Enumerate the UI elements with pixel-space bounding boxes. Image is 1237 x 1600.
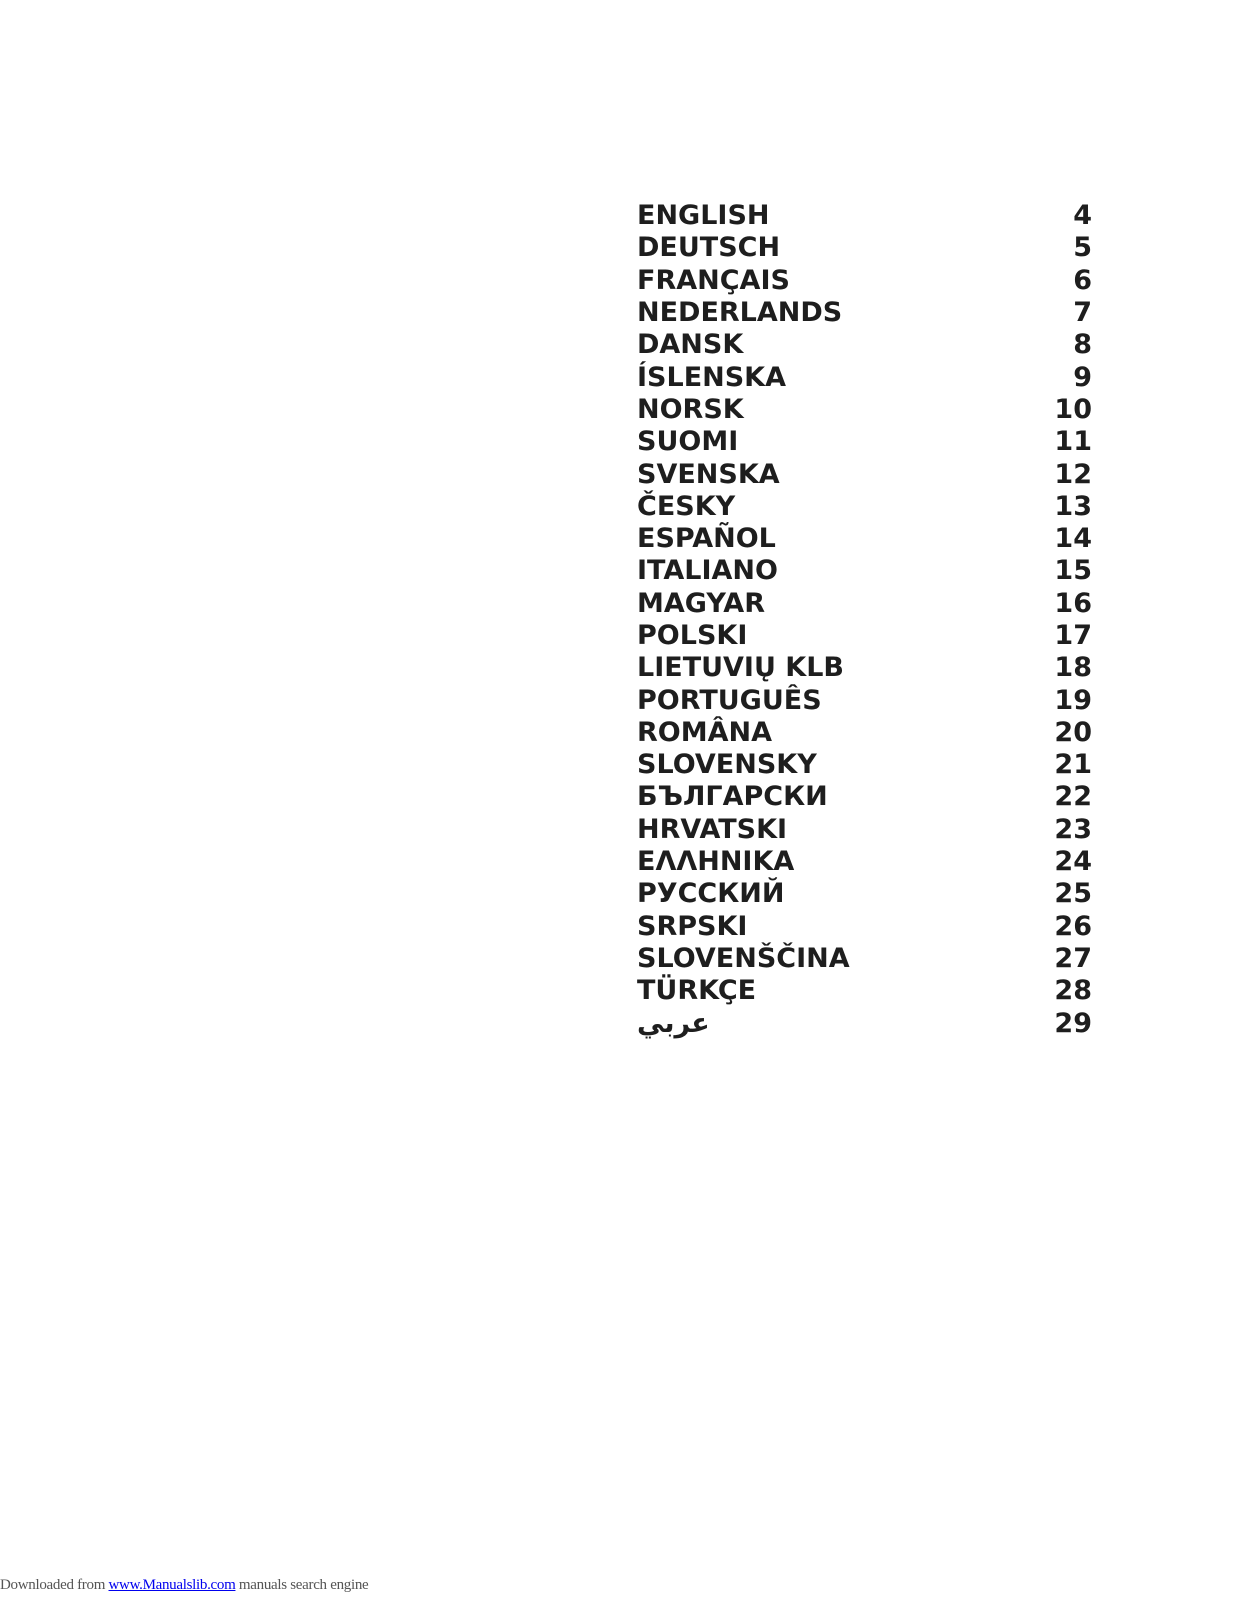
page-number: 8 xyxy=(1073,329,1092,361)
toc-row xyxy=(637,684,1092,716)
language-name: РУССКИЙ xyxy=(637,878,785,910)
language-index xyxy=(637,200,1092,1040)
toc-row xyxy=(637,588,1092,620)
language-name: SRPSKI xyxy=(637,910,748,942)
page-number: 4 xyxy=(1073,200,1092,232)
language-name: NORSK xyxy=(637,393,744,425)
toc-row xyxy=(637,878,1092,910)
page-number: 15 xyxy=(1054,555,1092,587)
language-name: MAGYAR xyxy=(637,587,765,619)
toc-row xyxy=(637,458,1092,490)
toc-row xyxy=(637,814,1092,846)
toc-row xyxy=(637,426,1092,458)
page-number: 17 xyxy=(1054,620,1092,651)
page-number: 14 xyxy=(1054,523,1092,555)
toc-row xyxy=(637,361,1092,393)
language-name: PORTUGUÊS xyxy=(637,684,822,716)
page-number: 27 xyxy=(1054,942,1092,974)
language-name: SUOMI xyxy=(637,426,739,458)
toc-row xyxy=(637,620,1092,652)
language-name: DEUTSCH xyxy=(637,232,781,264)
language-name: POLSKI xyxy=(637,620,748,651)
toc-row xyxy=(637,975,1092,1007)
language-name: LIETUVIŲ KLB xyxy=(637,652,845,684)
page-number: 26 xyxy=(1054,910,1092,942)
language-name: HRVATSKI xyxy=(637,813,788,845)
toc-row xyxy=(637,717,1092,749)
page-number: 6 xyxy=(1073,264,1092,296)
toc-row xyxy=(637,232,1092,264)
page-number: 12 xyxy=(1054,458,1092,490)
toc-row xyxy=(637,329,1092,361)
page-number: 20 xyxy=(1054,716,1092,748)
language-name: ČESKY xyxy=(637,490,736,522)
toc-row xyxy=(637,265,1092,297)
toc-row xyxy=(637,200,1092,232)
language-name: ITALIANO xyxy=(637,555,778,587)
toc-row xyxy=(637,911,1092,943)
language-name: ROMÂNA xyxy=(637,716,772,748)
language-name: SLOVENSKY xyxy=(637,749,817,781)
toc-row xyxy=(637,523,1092,555)
page-number: 13 xyxy=(1054,490,1092,522)
language-name: عربي xyxy=(637,1007,710,1039)
download-footer xyxy=(0,1577,368,1594)
page-number: 9 xyxy=(1073,361,1092,393)
footer-prefix: Downloaded from xyxy=(0,1577,109,1593)
page-number: 25 xyxy=(1054,878,1092,910)
page-number: 22 xyxy=(1054,781,1092,813)
language-name: TÜRKÇE xyxy=(637,975,757,1007)
manualslib-link[interactable]: www.Manualslib.com xyxy=(108,1577,236,1593)
toc-row xyxy=(637,555,1092,587)
toc-row xyxy=(637,781,1092,813)
toc-row xyxy=(637,943,1092,975)
toc-row xyxy=(637,846,1092,878)
page-number: 23 xyxy=(1054,813,1092,845)
language-name: SVENSKA xyxy=(637,458,780,490)
page-number: 28 xyxy=(1054,975,1092,1007)
language-name: DANSK xyxy=(637,329,744,361)
page-number: 18 xyxy=(1054,652,1092,684)
language-name: SLOVENŠČINA xyxy=(637,942,850,974)
toc-row xyxy=(637,394,1092,426)
page-number: 19 xyxy=(1054,684,1092,716)
page-number: 5 xyxy=(1073,232,1092,264)
language-name: ESPAÑOL xyxy=(637,523,776,555)
footer-suffix: manuals search engine xyxy=(235,1577,369,1593)
toc-row xyxy=(637,749,1092,781)
toc-row xyxy=(637,297,1092,329)
toc-row xyxy=(637,652,1092,684)
toc-row xyxy=(637,1007,1092,1039)
page-number: 11 xyxy=(1054,426,1092,458)
toc-row xyxy=(637,491,1092,523)
language-name: FRANÇAIS xyxy=(637,264,790,296)
language-name: ÍSLENSKA xyxy=(637,361,787,393)
page-number: 29 xyxy=(1054,1007,1092,1039)
page-number: 24 xyxy=(1054,846,1092,878)
page-number: 7 xyxy=(1073,297,1092,329)
page-number: 16 xyxy=(1054,587,1092,619)
language-name: БЪЛГАРСКИ xyxy=(637,781,828,813)
language-name: ENGLISH xyxy=(637,200,770,232)
language-name: NEDERLANDS xyxy=(637,297,843,329)
language-name: ΕΛΛΗΝΙΚΑ xyxy=(637,846,795,878)
page-number: 10 xyxy=(1054,393,1092,425)
page-number: 21 xyxy=(1054,749,1092,781)
